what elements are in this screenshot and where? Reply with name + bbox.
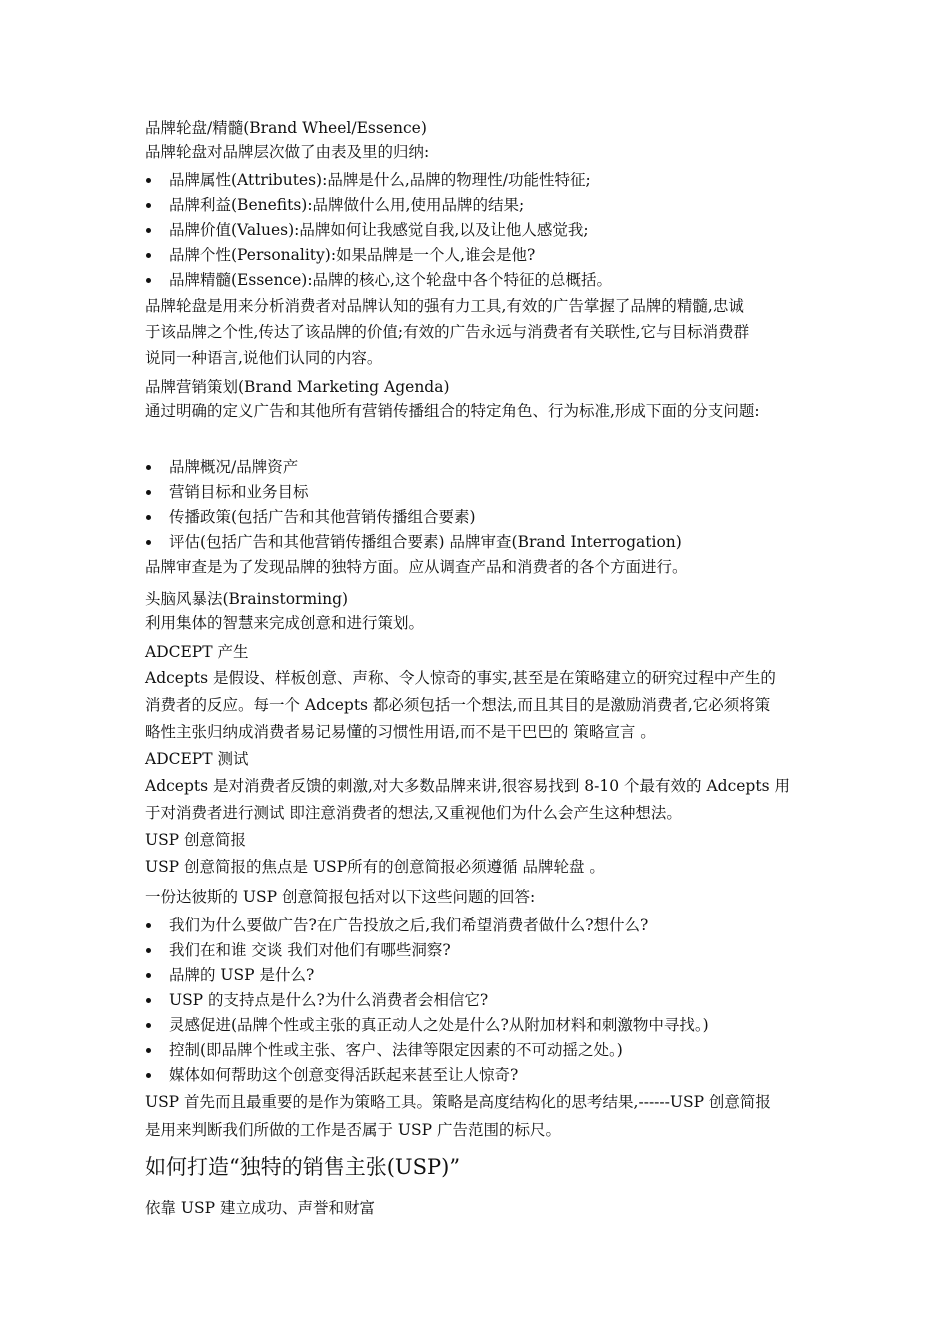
- list-item: 传播政策(包括广告和其他营销传播组合要素): [145, 505, 810, 530]
- bullet-icon: [146, 253, 151, 258]
- bullet-icon: [146, 278, 151, 283]
- adcept-gen-line: 消费者的反应。每一个 Adcepts 都必须包括一个想法,而且其目的是激励消费者,它必须将策: [145, 696, 771, 714]
- adcept-gen-title: ADCEPT 产生: [145, 643, 249, 661]
- adcept-gen-line: 略性主张归纳成消费者易记易懂的习惯性用语,而不是干巴巴的 策略宣言 。: [145, 723, 656, 741]
- usp-brief-title: USP 创意简报: [145, 831, 247, 849]
- wheel-summary-line: 品牌轮盘是用来分析消费者对品牌认知的强有力工具,有效的广告掌握了品牌的精髓,忠诚: [145, 297, 744, 315]
- agenda-list: [145, 455, 810, 555]
- adcept-gen-line: Adcepts 是假设、样板创意、声称、令人惊奇的事实,甚至是在策略建立的研究过程中产生的: [145, 669, 776, 687]
- usp-brief-line1: USP 创意简报的焦点是 USP所有的创意简报必须遵循 品牌轮盘 。: [145, 858, 605, 876]
- list-item: 品牌价值(Values):品牌如何让我感觉自我,以及让他人感觉我;: [145, 218, 810, 243]
- bullet-icon: [146, 178, 151, 183]
- bullet-icon: [146, 490, 151, 495]
- list-item: 灵感促进(品牌个性或主张的真正动人之处是什么?从附加材料和刺激物中寻找。): [145, 1013, 810, 1038]
- bullet-icon: [146, 1023, 151, 1028]
- bullet-icon: [146, 998, 151, 1003]
- list-item: 品牌个性(Personality):如果品牌是一个人,谁会是他?: [145, 243, 810, 268]
- adcept-test-line: 于对消费者进行测试 即注意消费者的想法,又重视他们为什么会产生这种想法。: [145, 804, 682, 822]
- section-heading: 如何打造“独特的销售主张(USP)”: [145, 1155, 461, 1179]
- list-item: 品牌利益(Benefits):品牌做什么用,使用品牌的结果;: [145, 193, 810, 218]
- wheel-intro: 品牌轮盘对品牌层次做了由表及里的归纳:: [145, 143, 430, 161]
- agenda-intro: 通过明确的定义广告和其他所有营销传播组合的特定角色、行为标准,形成下面的分支问题:: [145, 402, 760, 420]
- agenda-title: 品牌营销策划(Brand Marketing Agenda): [145, 378, 450, 396]
- list-item: 媒体如何帮助这个创意变得活跃起来甚至让人惊奇?: [145, 1063, 810, 1088]
- bullet-icon: [146, 1073, 151, 1078]
- bullet-icon: [146, 973, 151, 978]
- brainstorm-text: 利用集体的智慧来完成创意和进行策划。: [145, 614, 425, 632]
- list-item: 品牌概况/品牌资产: [145, 455, 810, 480]
- bullet-icon: [146, 948, 151, 953]
- wheel-list: [145, 168, 810, 293]
- bullet-icon: [146, 228, 151, 233]
- wheel-title: 品牌轮盘/精髓(Brand Wheel/Essence): [145, 119, 427, 137]
- bullet-icon: [146, 203, 151, 208]
- bullet-icon: [146, 540, 151, 545]
- adcept-test-title: ADCEPT 测试: [145, 750, 249, 768]
- list-item: 营销目标和业务目标: [145, 480, 810, 505]
- list-item: 我们为什么要做广告?在广告投放之后,我们希望消费者做什么?想什么?: [145, 913, 810, 938]
- list-item: 品牌精髓(Essence):品牌的核心,这个轮盘中各个特征的总概括。: [145, 268, 810, 293]
- final-line: 依靠 USP 建立成功、声誉和财富: [145, 1199, 375, 1217]
- list-item: 控制(即品牌个性或主张、客户、法律等限定因素的不可动摇之处。): [145, 1038, 810, 1063]
- usp-brief-closing: USP 首先而且最重要的是作为策略工具。策略是高度结构化的思考结果,------USP 创意简报: [145, 1093, 771, 1111]
- usp-brief-list: [145, 913, 810, 1088]
- document-page: [145, 116, 810, 1220]
- list-item: 评估(包括广告和其他营销传播组合要素) 品牌审查(Brand Interrogation): [145, 530, 810, 555]
- bullet-icon: [146, 923, 151, 928]
- usp-brief-line2: 一份达彼斯的 USP 创意简报包括对以下这些问题的回答:: [145, 888, 536, 906]
- adcept-test-line: Adcepts 是对消费者反馈的刺激,对大多数品牌来讲,很容易找到 8-10 个最有效的 Adcepts 用: [145, 777, 790, 795]
- list-item: 我们在和谁 交谈 我们对他们有哪些洞察?: [145, 938, 810, 963]
- list-item: USP 的支持点是什么?为什么消费者会相信它?: [145, 988, 810, 1013]
- wheel-summary-line: 说同一种语言,说他们认同的内容。: [145, 349, 383, 367]
- bullet-icon: [146, 465, 151, 470]
- list-item: 品牌属性(Attributes):品牌是什么,品牌的物理性/功能性特征;: [145, 168, 810, 193]
- bullet-icon: [146, 515, 151, 520]
- wheel-summary-line: 于该品牌之个性,传达了该品牌的价值;有效的广告永远与消费者有关联性,它与目标消费群: [145, 323, 750, 341]
- brainstorm-title: 头脑风暴法(Brainstorming): [145, 590, 349, 608]
- list-item: 品牌的 USP 是什么?: [145, 963, 810, 988]
- usp-brief-closing: 是用来判断我们所做的工作是否属于 USP 广告范围的标尺。: [145, 1121, 561, 1139]
- bullet-icon: [146, 1048, 151, 1053]
- agenda-after: 品牌审查是为了发现品牌的独特方面。应从调查产品和消费者的各个方面进行。: [145, 558, 688, 576]
